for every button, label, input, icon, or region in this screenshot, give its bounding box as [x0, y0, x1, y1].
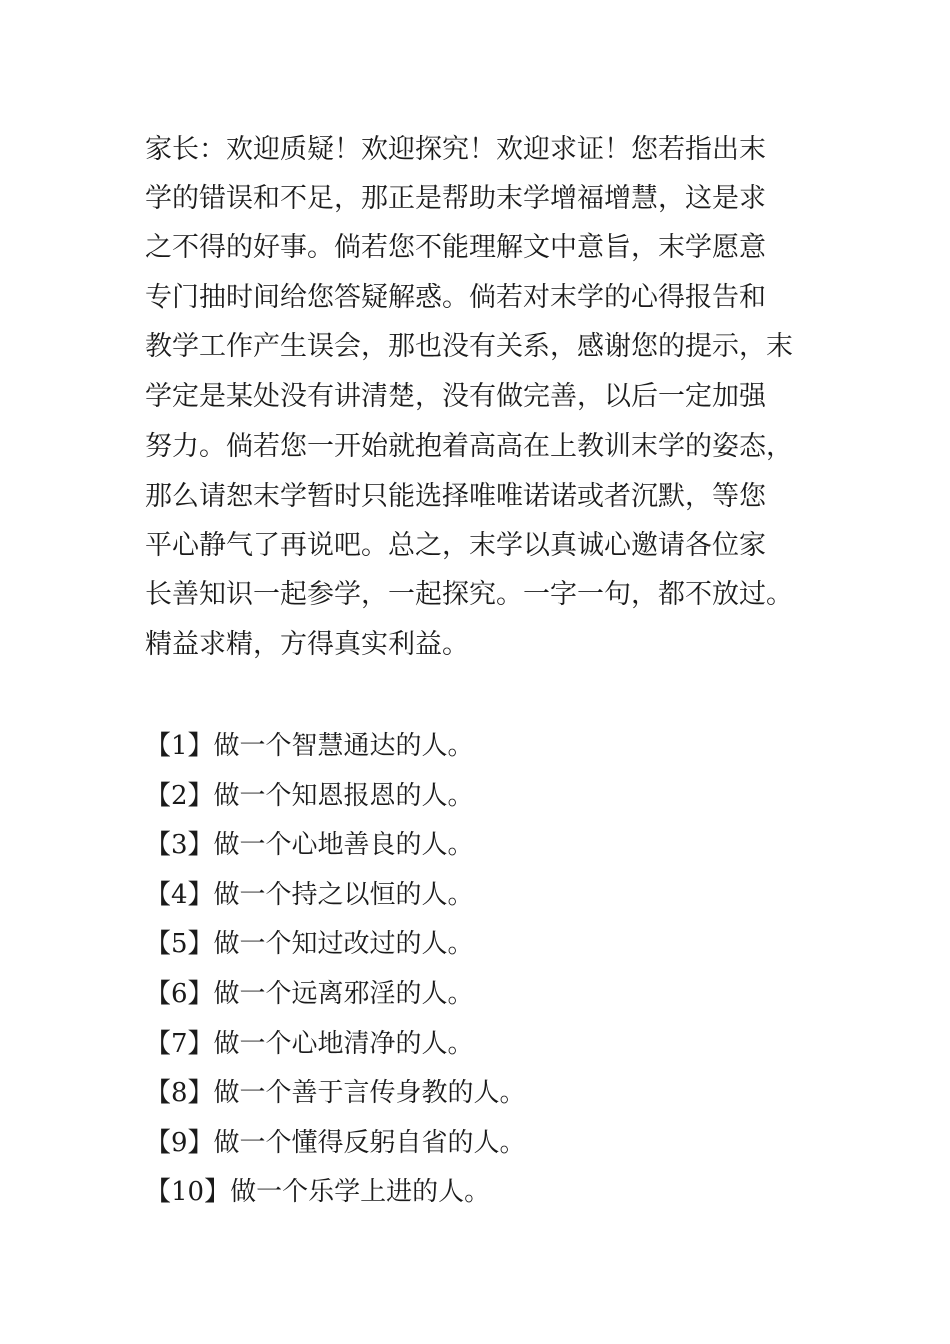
paragraph-line: 长善知识一起参学，一起探究。一字一句，都不放过。 — [145, 579, 793, 610]
paragraph-line: 教学工作产生误会，那也没有关系，感谢您的提示，末 — [145, 331, 793, 362]
paragraph-line: 家长：欢迎质疑！欢迎探究！欢迎求证！您若指出末 — [145, 134, 766, 165]
paragraph-line: 学的错误和不足，那正是帮助末学增福增慧，这是求 — [145, 183, 766, 214]
paragraph-line: 之不得的好事。倘若您不能理解文中意旨，末学愿意 — [145, 232, 766, 263]
paragraph-line: 精益求精，方得真实利益。 — [145, 629, 469, 660]
list-item: 【10】做一个乐学上进的人。 — [145, 1177, 491, 1207]
list-item: 【7】做一个心地清净的人。 — [145, 1029, 474, 1059]
list-item: 【3】做一个心地善良的人。 — [145, 830, 474, 860]
list-item: 【4】做一个持之以恒的人。 — [145, 880, 474, 910]
list-item: 【5】做一个知过改过的人。 — [145, 929, 474, 959]
list-item: 【2】做一个知恩报恩的人。 — [145, 781, 474, 811]
list-item: 【6】做一个远离邪淫的人。 — [145, 979, 474, 1009]
paragraph-line: 平心静气了再说吧。总之，末学以真诚心邀请各位家 — [145, 530, 766, 561]
paragraph-line: 学定是某处没有讲清楚，没有做完善，以后一定加强 — [145, 381, 766, 412]
list-item: 【1】做一个智慧通达的人。 — [145, 731, 474, 761]
paragraph-line: 那么请恕末学暂时只能选择唯唯诺诺或者沉默，等您 — [145, 481, 766, 512]
paragraph-line: 努力。倘若您一开始就抱着高高在上教训末学的姿态， — [145, 431, 793, 462]
list-item: 【9】做一个懂得反躬自省的人。 — [145, 1128, 526, 1158]
list-item: 【8】做一个善于言传身教的人。 — [145, 1078, 526, 1108]
paragraph-line: 专门抽时间给您答疑解惑。倘若对末学的心得报告和 — [145, 282, 766, 313]
